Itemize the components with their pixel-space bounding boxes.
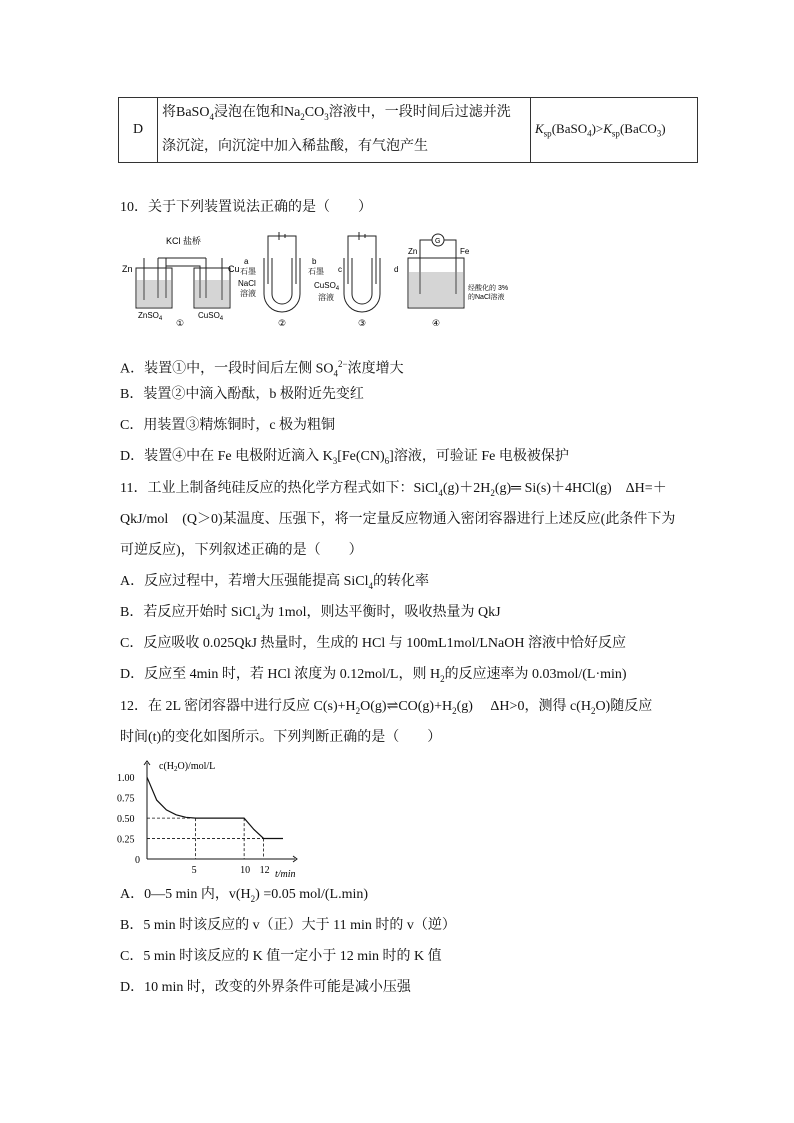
y-tick-label: 1.00: [117, 773, 135, 785]
label-device-3: ③: [358, 318, 367, 328]
label-g: G: [435, 238, 441, 245]
concl-k: K: [603, 121, 612, 137]
label-acidified-1: 经酸化的 3%: [468, 285, 509, 292]
label-device-1: ①: [176, 318, 185, 328]
q11-option-d: D．反应至 4min 时，若 HCl 浓度为 0.12mol/L，则 $H_2$的反应速率为 0.03mol/(L·min): [120, 667, 627, 684]
y-tick-label: 0.50: [117, 814, 135, 826]
label-acidified-2: 的NaCl溶液: [468, 294, 505, 301]
desc-sub: 2: [300, 111, 305, 122]
q12-option-b: B．5 min 时该反应的 v（正）大于 11 min 时的 v（逆）: [120, 918, 456, 933]
label-salt-bridge: KCl 盐桥: [166, 236, 202, 246]
q11-option-c: C．反应吸收 0.025QkJ 热量时，生成的 HCl 与 100mL1mol/LNaOH 溶液中恰好反应: [120, 636, 626, 651]
desc-text: 浸泡在饱和: [213, 105, 284, 120]
concl-k: K: [535, 121, 544, 137]
concl-sub: 4: [587, 128, 592, 139]
concentration-time-chart: [115, 755, 305, 880]
label-b: b: [312, 257, 317, 266]
desc-sub: 4: [209, 111, 214, 122]
desc-formula: BaSO: [176, 105, 210, 120]
label-nacl: NaCl: [238, 279, 256, 288]
label-fe: Fe: [460, 247, 470, 256]
q10-option-d: D．装置④中在 Fe 电极附近滴入 $K_3[Fe(CN)_6]$溶液，可验证 Fe 电极被保护: [120, 449, 569, 466]
concl-text: (BaCO: [619, 121, 657, 137]
x-tick-label: 5: [191, 865, 197, 876]
label-znso4: ZnSO$_4$: [138, 311, 163, 322]
label-device-2: ②: [278, 318, 287, 328]
q12-stem-line1: 12．在 2L 密闭容器中进行反应 $C(s)+H_2O(g)\rightleftharpoons CO(g)+H_2(g)$ ΔH>0，测得 $c(H_2O)$随反应: [120, 699, 653, 716]
q10-option-c: C．用装置③精炼铜时，c 极为粗铜: [120, 418, 336, 433]
desc-text: 将: [162, 105, 176, 120]
q12-option-d: D．10 min 时，改变的外界条件可能是减小压强: [120, 980, 411, 995]
label-graphite-right: 石墨: [308, 267, 324, 276]
x-tick-label: 10: [240, 865, 251, 876]
y-tick-label: 0: [135, 855, 140, 866]
label-zn: Zn: [122, 264, 133, 274]
concl-text: ): [661, 121, 666, 137]
q10-option-b: B．装置②中滴入酚酞，b 极附近先变红: [120, 387, 364, 402]
label-zn-4: Zn: [408, 247, 418, 256]
label-d: d: [394, 265, 399, 274]
label-graphite-left: 石墨: [240, 267, 256, 276]
label-cuso4: CuSO$_4$: [198, 311, 224, 322]
label-c: c: [338, 265, 342, 274]
desc-text: 溶液中，一段时间后过滤并洗: [328, 105, 511, 120]
desc-sub: 3: [324, 111, 329, 122]
concl-sub: sp: [611, 128, 620, 139]
concl-sub: 3: [656, 128, 662, 139]
desc-formula: CO: [304, 105, 325, 120]
x-tick-label: 12: [259, 865, 270, 876]
q11-stem-line1: 11．工业上制备纯硅反应的热化学方程式如下：$SiCl_4(g)+2H_2(g)═$ Si(s)＋4HCl(g) ΔH=＋: [120, 481, 667, 498]
row-label-text: D: [132, 121, 144, 137]
q11-option-a: A．反应过程中，若增大压强能提高 SiCl$_4$的转化率: [120, 574, 430, 591]
row-label: [119, 98, 158, 163]
desc-text-line2: 涤沉淀，向沉淀中加入稀盐酸，有气泡产生: [162, 138, 428, 154]
label-a: a: [244, 257, 249, 266]
q11-stem-line3: 可逆反应)，下列叙述正确的是（ ）: [120, 543, 363, 558]
label-device-4: ④: [432, 318, 441, 328]
label-cuso4-3: CuSO$_4$: [314, 281, 340, 292]
q12-option-a: A．0—5 min 内，$v(H_2) =0.05$ mol/(L.min): [120, 887, 369, 904]
q12-option-c: C．5 min 时该反应的 K 值一定小于 12 min 时的 K 值: [120, 949, 442, 964]
q10-apparatus-diagram: [118, 228, 528, 328]
series-line: [147, 777, 283, 838]
y-tick-label: 0.75: [117, 793, 135, 805]
q10-stem: 10．关于下列装置说法正确的是（ ）: [120, 200, 372, 215]
answer-table-row-d: [118, 97, 698, 163]
label-solution-3: 溶液: [318, 293, 334, 302]
desc-formula: Na: [283, 105, 301, 120]
label-solution-2: 溶液: [240, 289, 256, 298]
q11-stem-line2: QkJ/mol (Q＞0)某温度、压强下，将一定量反应物通入密闭容器进行上述反应(此条件下为: [120, 512, 676, 527]
y-axis-label: $c(H_2O)/mol/L$: [159, 761, 216, 773]
x-axis-label: t/min: [275, 869, 296, 880]
concl-text: )>: [591, 121, 604, 137]
label-cu: Cu: [228, 264, 240, 274]
q12-stem-line2: 时间(t)的变化如图所示。下列判断正确的是（ ）: [120, 730, 442, 745]
row-description: [158, 98, 531, 163]
concl-sub: sp: [543, 128, 552, 139]
q11-option-b: B．若反应开始时 SiCl$_4$为 1mol，则达平衡时，吸收热量为 QkJ: [120, 605, 501, 622]
concl-text: (BaSO: [551, 121, 588, 137]
y-tick-label: 0.25: [117, 834, 135, 846]
q10-option-a: A．装置①中，一段时间后左侧 $SO_4^{2-}$浓度增大: [120, 359, 404, 379]
row-conclusion: [531, 98, 698, 163]
